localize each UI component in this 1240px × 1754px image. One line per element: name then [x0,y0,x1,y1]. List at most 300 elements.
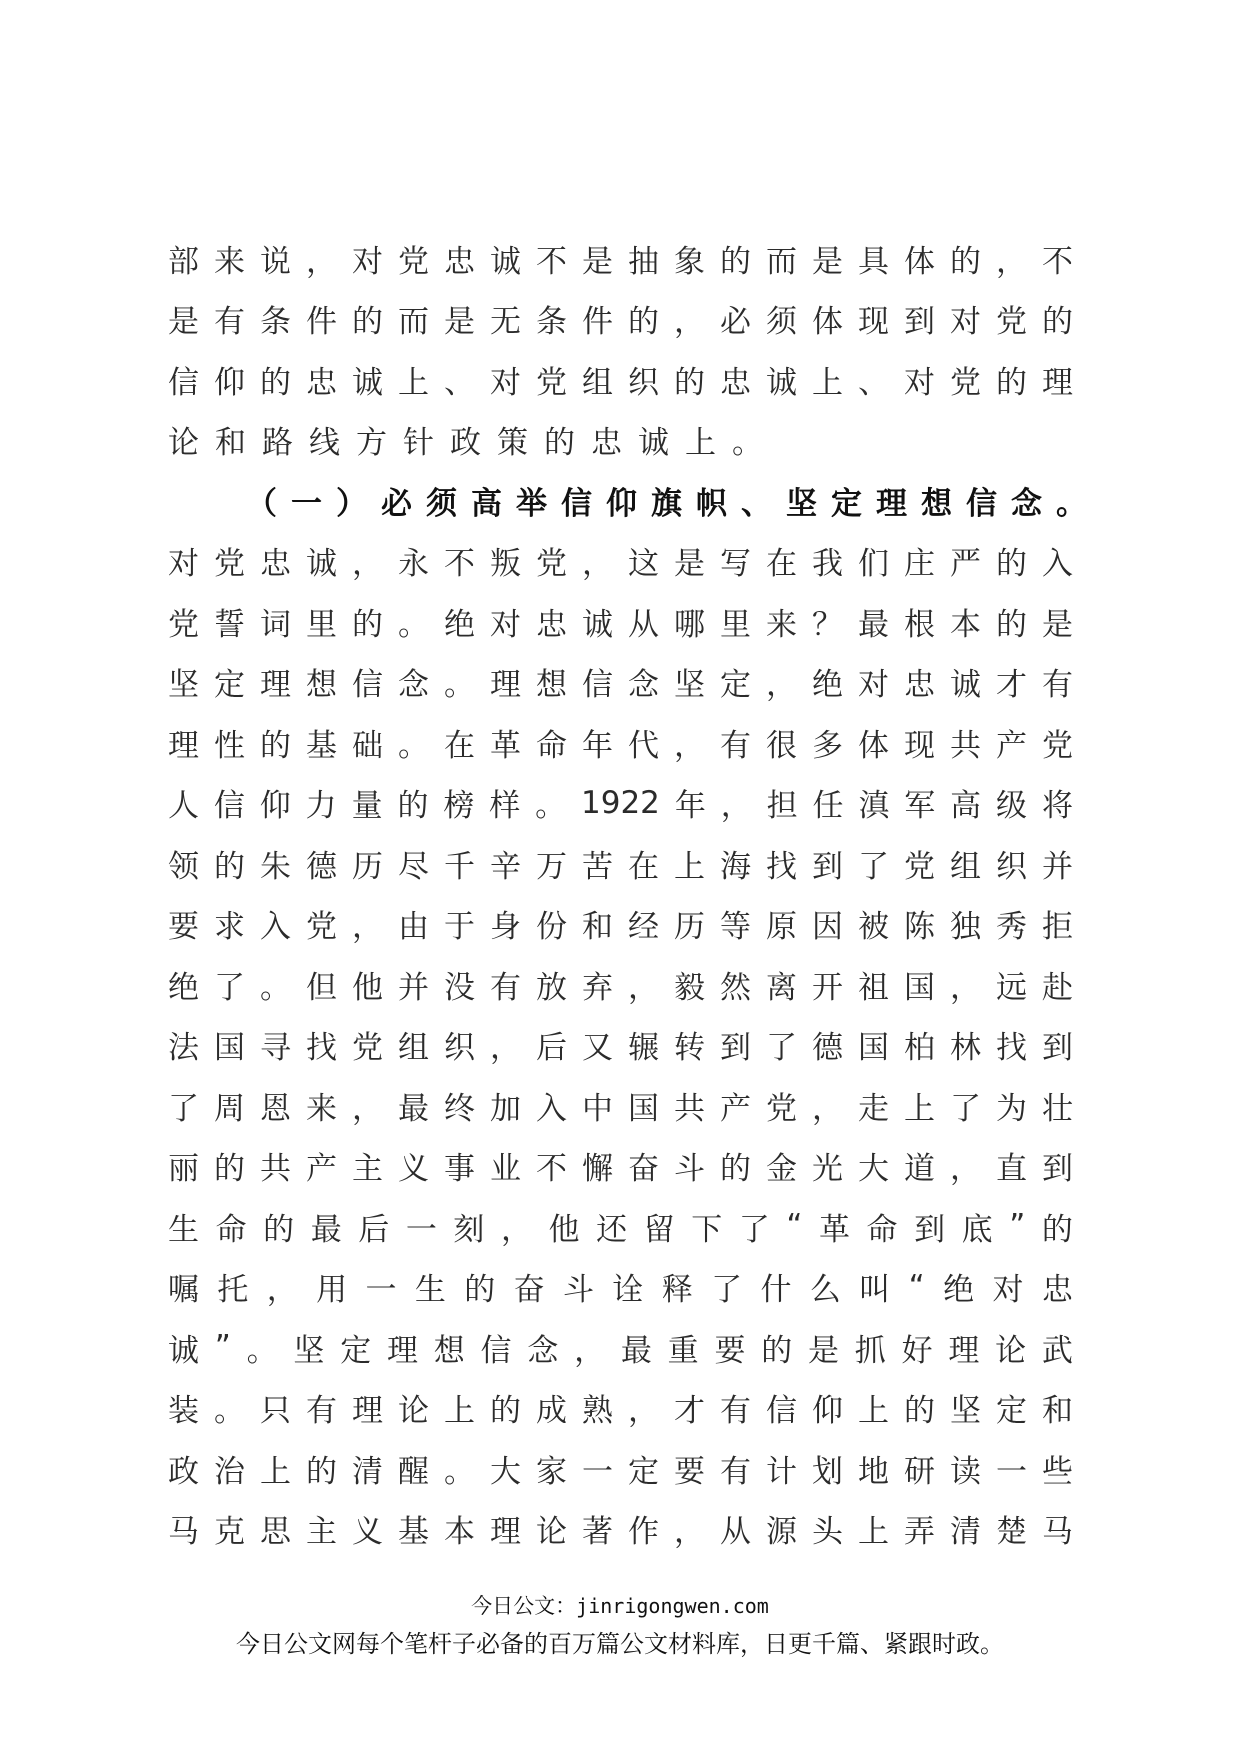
text-glyph: 念 [398,667,429,704]
text-glyph: 拒 [1042,909,1073,946]
text-line [168,349,1073,410]
text-glyph: 有 [490,969,521,1006]
text-glyph: 主 [306,1514,337,1551]
text-glyph: 义 [352,1514,383,1551]
text-glyph: 忠 [444,243,475,280]
text-glyph: 体 [904,243,935,280]
text-glyph: 本 [950,606,981,643]
text-glyph: 陈 [904,909,935,946]
text-glyph: 现 [858,304,889,341]
text-glyph: 叫 [859,1272,891,1309]
text-glyph: 想 [536,667,567,704]
text-glyph: 领 [168,848,199,885]
text-glyph: 装 [168,1393,199,1430]
text-glyph: 力 [305,788,337,825]
section-heading: （一）必须高举信仰旗帜、坚定理想信念。 [246,485,1101,522]
text-glyph: 1922 [581,784,660,821]
text-glyph: 党 [168,606,199,643]
text-glyph: 的 [628,304,659,341]
text-glyph: 在 [628,848,659,885]
text-glyph: 一 [996,1453,1027,1490]
text-glyph: 须 [766,304,797,341]
text-glyph: 万 [536,848,567,885]
text-glyph: ， [500,1211,532,1248]
text-glyph: 了 [950,1090,981,1127]
text-glyph: 坚 [950,1393,981,1430]
text-glyph: 治 [214,1453,245,1490]
text-glyph: 业 [490,1151,521,1188]
text-glyph: 定 [720,667,751,704]
text-glyph: 丽 [168,1151,199,1188]
text-glyph: 了 [214,969,245,1006]
text-glyph: 对 [168,546,199,583]
text-glyph: 。 [444,1453,475,1490]
text-glyph: 历 [352,848,383,885]
text-glyph: 刻 [453,1211,485,1248]
text-glyph: 理 [386,1332,418,1369]
text-glyph: 线 [309,425,340,462]
text-glyph: 产 [720,1090,751,1127]
text-glyph: 求 [214,909,245,946]
document-body [168,228,1101,1559]
text-glyph: 织 [628,364,659,401]
text-glyph: 有 [720,1393,751,1430]
text-glyph: 转 [674,1030,705,1067]
text-glyph: 的 [996,606,1027,643]
text-glyph: 的 [904,1393,935,1430]
text-glyph: 庄 [904,546,935,583]
text-glyph: 德 [306,848,337,885]
text-glyph: 。 [398,727,429,764]
text-glyph: 诚 [766,364,797,401]
text-glyph: 斗 [563,1272,594,1309]
text-glyph: 诚 [582,606,613,643]
text-glyph: 清 [950,1514,981,1551]
footer-site-line [0,1590,1240,1620]
text-line [168,1075,1073,1136]
text-glyph: 绝 [943,1272,975,1309]
text-glyph: 来 [306,1090,337,1127]
text-glyph: 寻 [260,1030,291,1067]
text-glyph: 马 [1042,1514,1073,1551]
text-glyph: 说 [260,243,291,280]
text-glyph: 马 [168,1514,199,1551]
text-glyph: 周 [214,1090,245,1127]
text-glyph: 还 [596,1211,628,1248]
text-glyph: 的 [260,364,291,401]
text-glyph: 上 [685,425,716,462]
text-glyph: 是 [674,546,705,583]
text-glyph: 绝 [168,969,199,1006]
text-glyph: 诚 [950,667,981,704]
text-glyph: 的 [214,848,245,885]
text-glyph: 体 [812,304,843,341]
text-glyph: 了 [766,1030,797,1067]
text-glyph: 理 [490,1514,521,1551]
text-glyph: 斗 [674,1151,705,1188]
text-glyph: 体 [858,727,889,764]
text-glyph: 祖 [858,969,889,1006]
text-glyph: 理 [260,667,291,704]
text-glyph: 念 [527,1332,559,1369]
text-glyph: 有 [306,1393,337,1430]
text-glyph: 革 [490,727,521,764]
text-glyph: 思 [260,1514,291,1551]
text-glyph: 信 [582,667,613,704]
text-glyph: 。 [398,606,429,643]
text-glyph: 、 [444,364,475,401]
text-line [168,712,1073,773]
text-glyph: 上 [444,1393,475,1430]
text-glyph: 的 [263,1211,295,1248]
text-glyph: 弄 [904,1514,935,1551]
text-glyph: ， [996,243,1027,280]
text-glyph: 壮 [1042,1090,1073,1127]
text-line [168,652,1073,713]
text-glyph: 的 [490,1393,521,1430]
text-glyph: 对 [992,1272,1024,1309]
text-glyph: 的 [761,1332,793,1369]
text-glyph: 在 [444,727,475,764]
text-glyph: 根 [904,606,935,643]
text-glyph: 党 [306,909,337,946]
text-glyph: 林 [950,1030,981,1067]
footer-site-label: 今日公文： [471,1594,577,1618]
text-glyph: 从 [720,1514,751,1551]
footer-site-link[interactable]: jinrigongwen.com [576,1594,769,1618]
text-glyph: 党 [904,848,935,885]
text-glyph: 党 [352,1030,383,1067]
text-glyph: 苦 [582,848,613,885]
text-glyph: 信 [480,1332,512,1369]
text-glyph: 法 [168,1030,199,1067]
text-glyph: 开 [812,969,843,1006]
text-glyph: 找 [996,1030,1027,1067]
text-line [168,289,1073,350]
text-glyph: 共 [950,727,981,764]
text-glyph: 到 [914,1211,946,1248]
text-glyph: 论 [168,425,199,462]
text-glyph: 好 [901,1332,933,1369]
text-glyph: 理 [948,1332,980,1369]
text-glyph: 叛 [490,546,521,583]
text-glyph: 的 [464,1272,496,1309]
text-glyph: 入 [260,909,291,946]
text-glyph: 毅 [674,969,705,1006]
text-glyph: 奋 [513,1272,545,1309]
text-glyph: 的 [720,243,751,280]
text-glyph: 成 [536,1393,567,1430]
text-glyph: 的 [544,425,575,462]
text-glyph: 共 [260,1151,291,1188]
text-line [168,1136,1073,1197]
text-glyph: 有 [214,304,245,341]
text-glyph: 论 [398,1393,429,1430]
text-glyph: 组 [950,848,981,885]
text-glyph: 任 [812,788,844,825]
text-glyph: 想 [433,1332,465,1369]
text-glyph: 信 [352,667,383,704]
text-glyph: 身 [490,909,521,946]
text-glyph: 党 [536,364,567,401]
text-glyph: 义 [398,1151,429,1188]
text-glyph: 从 [628,606,659,643]
text-glyph: 没 [444,969,475,1006]
text-glyph: 。 [260,969,291,1006]
text-glyph: 部 [168,243,199,280]
text-line [168,531,1073,592]
text-glyph: 论 [995,1332,1027,1369]
text-glyph: 定 [996,1393,1027,1430]
text-glyph: 有 [720,1453,751,1490]
text-glyph: 对 [490,606,521,643]
text-glyph: 留 [643,1211,675,1248]
text-glyph: 抓 [854,1332,886,1369]
text-glyph: 的 [674,364,705,401]
text-glyph: 要 [168,909,199,946]
text-glyph: ， [352,1090,383,1127]
text-glyph: 么 [809,1272,841,1309]
text-glyph: 命 [536,727,567,764]
text-glyph: 恩 [260,1090,291,1127]
text-glyph: 作 [628,1514,659,1551]
text-glyph: 生 [414,1272,446,1309]
text-glyph: 和 [1042,1393,1073,1430]
text-glyph: 入 [536,1090,567,1127]
text-glyph: 是 [808,1332,839,1369]
text-glyph: 榜 [443,788,475,825]
text-glyph: ， [628,969,659,1006]
text-glyph: 柏 [904,1030,935,1067]
text-glyph: 大 [490,1453,521,1490]
text-glyph: 由 [398,909,429,946]
text-glyph: 路 [262,425,293,462]
text-glyph: 革 [818,1211,850,1248]
text-glyph: 家 [536,1453,567,1490]
text-glyph: 。 [246,1332,278,1369]
text-glyph: 最 [858,606,889,643]
text-glyph: 对 [352,243,383,280]
text-glyph: 的 [1041,1211,1073,1248]
text-glyph: 产 [996,727,1027,764]
text-glyph: 绝 [444,606,475,643]
text-glyph: 找 [306,1030,337,1067]
text-glyph: 千 [444,848,475,885]
text-glyph: 命 [215,1211,247,1248]
text-glyph: 的 [950,243,981,280]
text-glyph: 了 [858,848,889,885]
text-glyph: 政 [450,425,481,462]
text-glyph: 本 [444,1514,475,1551]
text-glyph: 样 [489,788,521,825]
text-line [168,954,1073,1015]
text-glyph: 里 [306,606,337,643]
text-glyph: 忠 [306,364,337,401]
text-glyph: 到 [904,304,935,341]
text-glyph: 仰 [214,364,245,401]
text-glyph: 基 [306,727,337,764]
text-glyph: 奋 [628,1151,659,1188]
text-glyph: 级 [996,788,1028,825]
text-glyph: 一 [405,1211,437,1248]
text-glyph: 头 [812,1514,843,1551]
text-glyph: ， [352,546,383,583]
text-glyph: 是 [812,243,843,280]
text-glyph: “ [908,1268,925,1305]
text-glyph: 象 [674,243,705,280]
text-glyph: 道 [904,1151,935,1188]
text-glyph: 们 [858,546,889,583]
text-glyph: 理 [1042,364,1073,401]
text-glyph: 军 [904,788,936,825]
text-glyph: 下 [691,1211,723,1248]
text-glyph: 词 [260,606,291,643]
text-glyph: 上 [812,364,843,401]
text-glyph: 严 [950,546,981,583]
text-glyph: 一 [365,1272,397,1309]
text-glyph: 来 [214,243,245,280]
text-glyph: 诚 [638,425,669,462]
text-glyph: ， [720,788,752,825]
text-glyph: 坚 [293,1332,325,1369]
text-glyph: 人 [168,788,199,825]
text-glyph: 不 [1042,243,1073,280]
text-glyph: 弃 [582,969,613,1006]
text-glyph: 和 [215,425,246,462]
text-glyph: 组 [582,364,613,401]
text-glyph: 在 [766,546,797,583]
text-glyph: 源 [766,1514,797,1551]
text-glyph: 些 [1042,1453,1073,1490]
text-glyph: 多 [812,727,843,764]
text-glyph: 份 [536,909,567,946]
text-glyph: 经 [628,909,659,946]
text-glyph: 政 [168,1453,199,1490]
text-glyph: 后 [358,1211,390,1248]
text-glyph: 而 [398,304,429,341]
text-glyph: 诚 [490,243,521,280]
text-glyph: 代 [628,727,659,764]
text-glyph: 嘱 [168,1272,199,1309]
text-glyph: ” [1009,1208,1026,1245]
text-glyph: 重 [667,1332,699,1369]
text-glyph: 党 [536,546,567,583]
text-glyph: 坚 [674,667,705,704]
text-glyph: ， [812,1090,843,1127]
text-glyph: 上 [260,1453,291,1490]
text-glyph: ， [628,1393,659,1430]
text-glyph: 定 [214,667,245,704]
text-glyph: 仰 [812,1393,843,1430]
text-glyph: 针 [403,425,434,462]
text-glyph: 党 [950,364,981,401]
text-glyph: ， [950,969,981,1006]
text-glyph: 滇 [858,788,890,825]
text-glyph: 的 [214,1151,245,1188]
text-glyph: 诚 [306,546,337,583]
text-glyph: 历 [674,909,705,946]
text-glyph: 誓 [214,606,245,643]
text-glyph: 不 [536,243,567,280]
text-glyph: 醒 [398,1453,429,1490]
text-glyph: 研 [904,1453,935,1490]
text-glyph: 对 [858,667,889,704]
text-glyph: 要 [714,1332,746,1369]
text-glyph: ， [574,1332,606,1369]
text-glyph: 地 [858,1453,889,1490]
text-glyph: 原 [766,909,797,946]
text-line [168,1499,1073,1560]
text-glyph: 方 [356,425,387,462]
text-glyph: 克 [214,1514,245,1551]
text-glyph: 高 [950,788,982,825]
text-glyph: 等 [720,909,751,946]
text-glyph: 又 [582,1030,613,1067]
text-glyph: 组 [398,1030,429,1067]
text-glyph: ， [674,304,705,341]
text-glyph: 策 [497,425,528,462]
text-glyph: 终 [444,1090,475,1127]
text-glyph: 德 [812,1030,843,1067]
text-glyph: 件 [582,304,613,341]
text-glyph: ， [266,1272,298,1309]
text-glyph: 理 [352,1393,383,1430]
text-glyph: 但 [306,969,337,1006]
text-glyph: 并 [1042,848,1073,885]
text-glyph: 了 [738,1211,770,1248]
text-glyph: 最 [398,1090,429,1127]
text-glyph: 到 [1042,1151,1073,1188]
text-glyph: 事 [444,1151,475,1188]
text-glyph: 的 [352,606,383,643]
text-glyph: ， [674,727,705,764]
text-glyph: 而 [766,243,797,280]
text-glyph: 是 [1042,606,1073,643]
text-glyph: 后 [536,1030,567,1067]
text-glyph: 性 [214,727,245,764]
text-glyph: 国 [904,969,935,1006]
text-glyph: 什 [760,1272,792,1309]
text-glyph: 然 [720,969,751,1006]
text-glyph: 不 [444,546,475,583]
text-line [168,894,1073,955]
text-glyph: 国 [628,1090,659,1127]
text-glyph: 的 [306,1453,337,1490]
text-glyph: 现 [904,727,935,764]
text-glyph: “ [786,1208,803,1245]
text-glyph: 因 [812,909,843,946]
text-glyph: 忠 [720,364,751,401]
text-glyph: 忠 [536,606,567,643]
text-glyph: 年 [674,788,706,825]
text-glyph: 上 [904,1090,935,1127]
text-glyph: 理 [168,727,199,764]
text-glyph: 上 [398,364,429,401]
text-glyph: 哪 [674,606,705,643]
text-line [168,1257,1073,1318]
text-glyph: 产 [306,1151,337,1188]
text-glyph: 离 [766,969,797,1006]
text-glyph: 国 [214,1030,245,1067]
text-glyph: 绝 [812,667,843,704]
text-glyph: ， [674,1514,705,1551]
text-glyph: 上 [858,1393,889,1430]
text-glyph: 有 [720,727,751,764]
text-glyph: 诚 [352,364,383,401]
text-glyph: 加 [490,1090,521,1127]
text-glyph: 对 [904,364,935,401]
text-glyph: 忠 [904,667,935,704]
